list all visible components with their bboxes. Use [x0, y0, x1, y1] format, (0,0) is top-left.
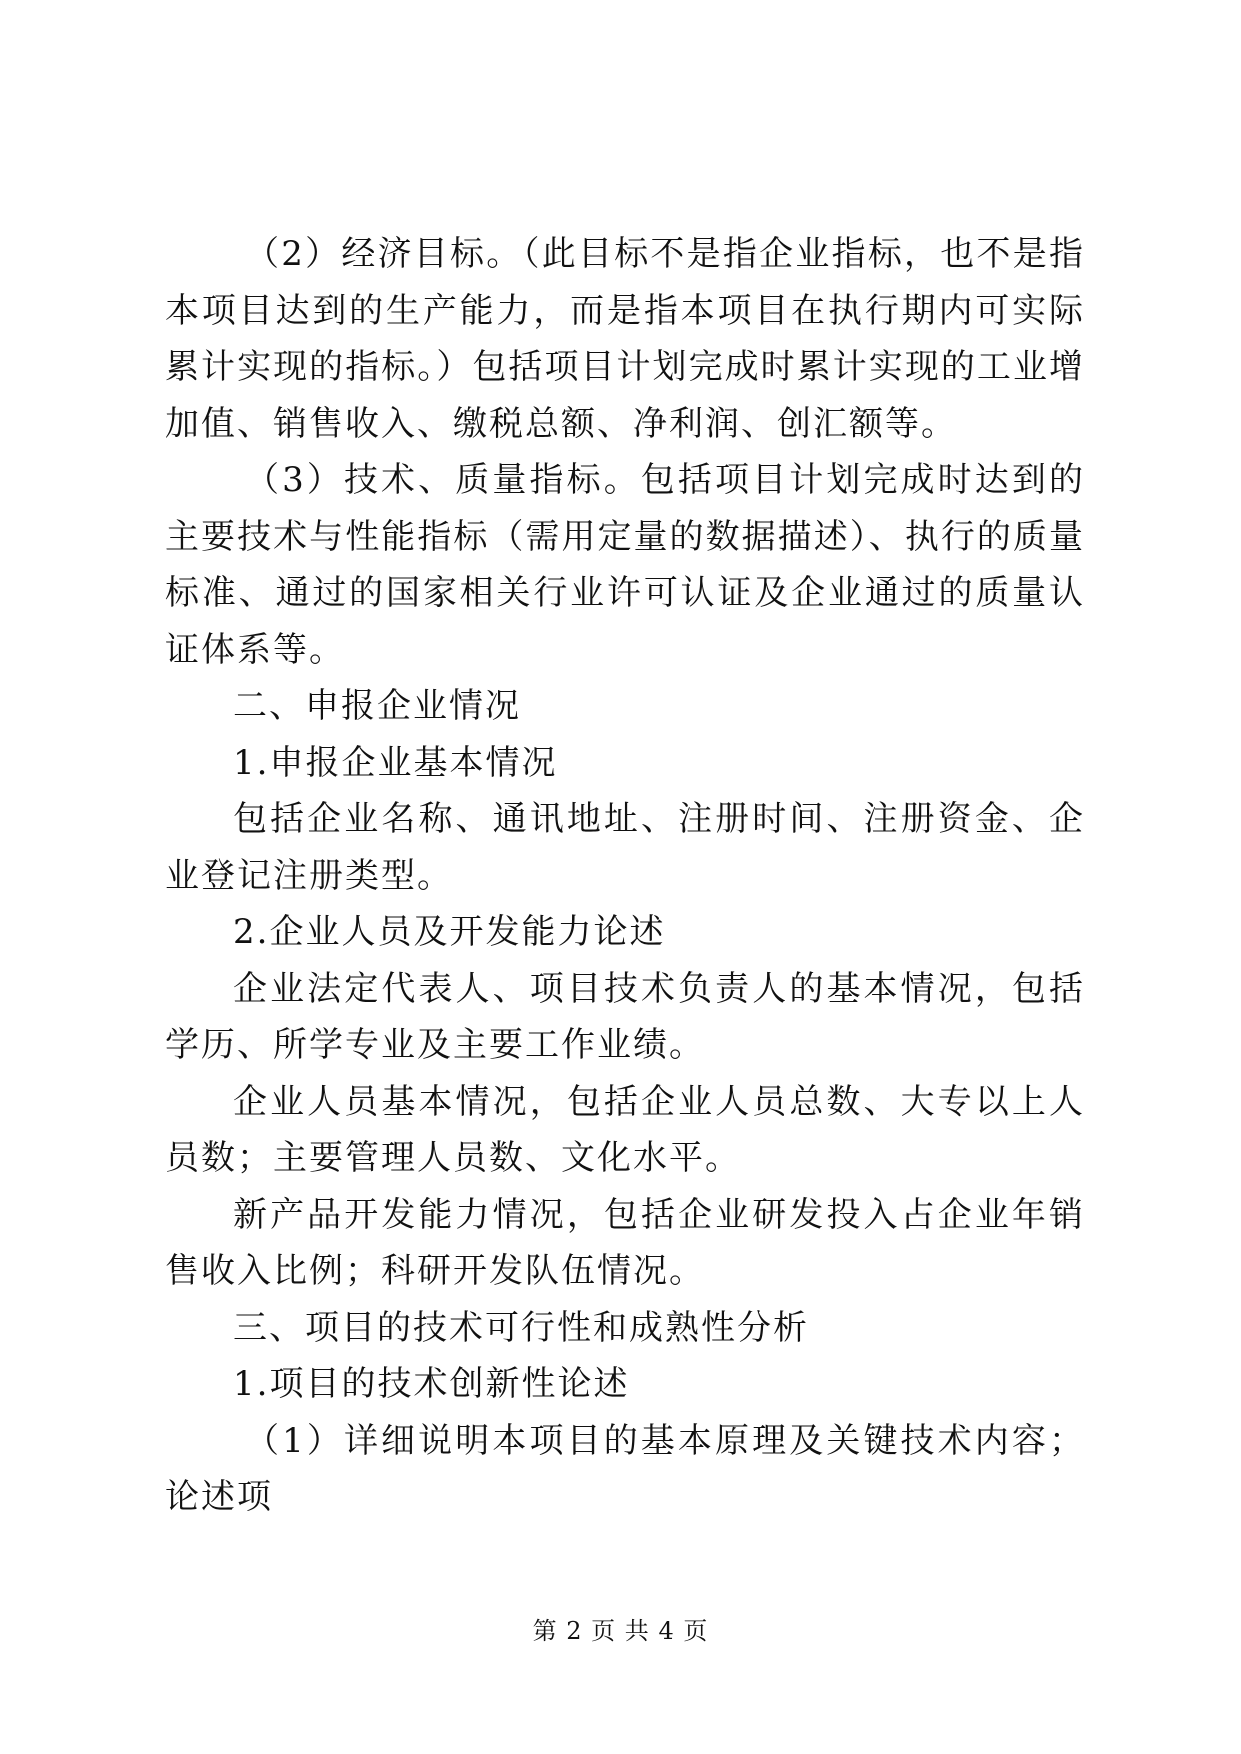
- section-heading-applicant-enterprise: 二、申报企业情况: [233, 686, 521, 726]
- subheading-technical-innovation: 1.项目的技术创新性论述: [233, 1364, 630, 1404]
- paragraph-basic-principle: （1）详细说明本项目的基本原理及关键技术内容；论述项: [165, 1420, 1085, 1517]
- paragraph-legal-representative: 企业法定代表人、项目技术负责人的基本情况，包括学历、所学专业及主要工作业绩。: [165, 968, 1085, 1065]
- paragraph-personnel-basic-info: 企业人员基本情况，包括企业人员总数、大专以上人员数；主要管理人员数、文化水平。: [165, 1081, 1085, 1178]
- subheading-personnel-capability: 2.企业人员及开发能力论述: [233, 912, 666, 952]
- document-body: [165, 226, 1085, 1526]
- paragraph-economic-target: （2）经济目标。（此目标不是指企业指标，也不是指本项目达到的生产能力，而是指本项目在执行期内可实际累计实现的指标。）包括项目计划完成时累计实现的工业增加值、销售收入、缴税总额、净利润、创汇额等。: [165, 234, 1085, 444]
- paragraph-technical-quality-target: （3）技术、质量指标。包括项目计划完成时达到的主要技术与性能指标（需用定量的数据描述）、执行的质量标准、通过的国家相关行业许可认证及企业通过的质量认证体系等。: [165, 460, 1085, 670]
- section-heading-technical-feasibility: 三、项目的技术可行性和成熟性分析: [233, 1307, 809, 1348]
- subheading-enterprise-basic-info: 1.申报企业基本情况: [233, 742, 558, 783]
- paragraph-enterprise-basic-info: 包括企业名称、通讯地址、注册时间、注册资金、企业登记注册类型。: [165, 799, 1085, 896]
- paragraph-product-development: 新产品开发能力情况，包括企业研发投入占企业年销售收入比例；科研开发队伍情况。: [165, 1194, 1085, 1291]
- page-footer: 第 2 页 共 4 页: [532, 1617, 709, 1645]
